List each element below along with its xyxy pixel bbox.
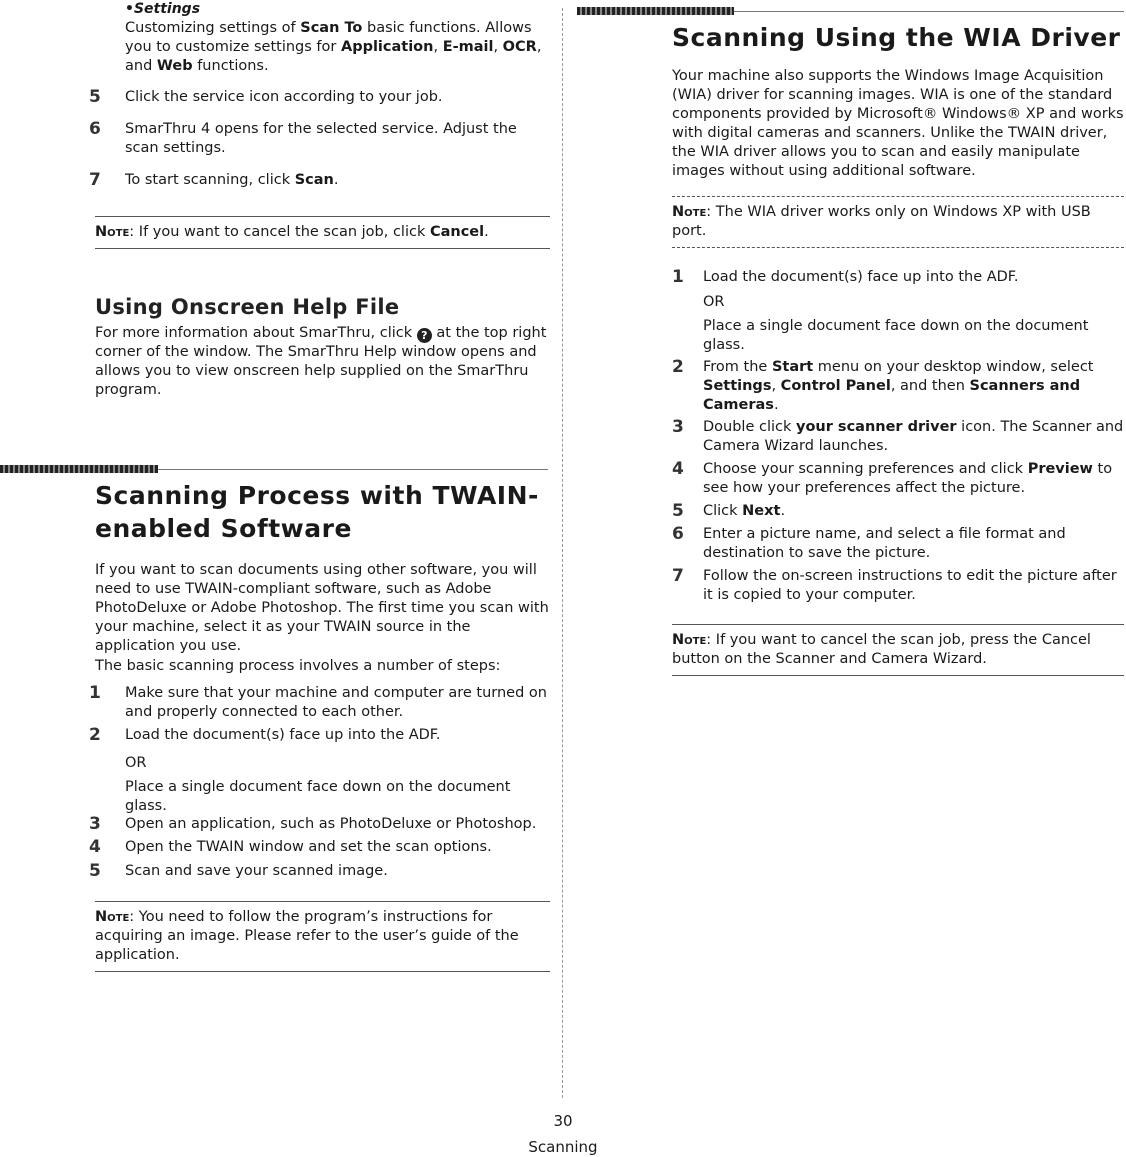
list-item: 1 Load the document(s) face up into the ADF. OR Place a single document face down on the document glass.: [672, 267, 1089, 353]
section-rule: [158, 469, 548, 470]
twain-section: [95, 479, 550, 545]
settings-text: Customizing settings of Scan To basic functions. Allows you to customize settings for Application, E-mail, OCR, and Web functions.: [125, 20, 542, 74]
wia-heading: Scanning Using the WIA Driver: [672, 23, 1121, 52]
list-item: 7 Follow the on-screen instructions to edit the picture after it is copied to your computer.: [672, 566, 1117, 603]
note-cancel: Note: If you want to cancel the scan job, click Cancel.: [95, 216, 550, 249]
twain-basic: The basic scanning process involves a number of steps:: [95, 658, 501, 674]
wia-section: [672, 21, 1124, 54]
help-text: For more information about SmarThru, click ? at the top right corner of the window. The SmarThru Help window opens and allows you to view onscreen help supplied on the SmarThru program.: [95, 325, 547, 398]
list-item: 2 From the Start menu on your desktop window, select Settings, Control Panel, and then Scanners and Cameras.: [672, 357, 1094, 413]
list-item: 4 Choose your scanning preferences and click Preview to see how your preferences affect the picture.: [672, 459, 1113, 496]
note-wia-xp: Note: The WIA driver works only on Windows XP with USB port.: [672, 196, 1124, 248]
list-item: 3 Double click your scanner driver icon. The Scanner and Camera Wizard launches.: [672, 417, 1124, 454]
list-item: 2 Load the document(s) face up into the ADF. OR Place a single document face down on the document glass.: [89, 725, 511, 814]
settings-block: [95, 0, 550, 76]
list-item: 3 Open an application, such as PhotoDeluxe or Photoshop.: [89, 814, 537, 834]
note-twain: Note: You need to follow the program’s instructions for acquiring an image. Please refer to the user’s guide of the application.: [95, 901, 550, 972]
twain-intro: If you want to scan documents using other software, you will need to use TWAIN-compliant software, such as Adobe PhotoDeluxe or Adobe Photoshop. The first time you scan with your machine, select it as your TWAIN source in the application you use.: [95, 562, 549, 654]
list-item: 4 Open the TWAIN window and set the scan options.: [89, 837, 492, 857]
wia-intro: Your machine also supports the Windows Image Acquisition (WIA) driver for scanning images. WIA is one of the standard components provided by Microsoft® Windows® XP and works with digital cameras and scanners. Unlike the TWAIN driver, the WIA driver allows you to scan and easily manipulate images without using additional software.: [672, 68, 1124, 179]
list-item: 1 Make sure that your machine and computer are turned on and properly connected to each other.: [89, 683, 547, 720]
settings-heading: •Settings: [125, 1, 201, 17]
footer-section: Scanning: [528, 1138, 598, 1156]
note-wia-cancel: Note: If you want to cancel the scan job, press the Cancel button on the Scanner and Camera Wizard.: [672, 624, 1124, 676]
list-item: 5 Click Next.: [672, 501, 786, 521]
help-section: [95, 295, 550, 400]
twain-heading: Scanning Process with TWAIN-enabled Software: [95, 481, 539, 543]
page-number: 30: [553, 1112, 573, 1130]
section-bar: [0, 465, 158, 473]
list-item: 5 Scan and save your scanned image.: [89, 861, 388, 881]
list-item: 7 To start scanning, click Scan.: [89, 170, 339, 190]
help-icon: ?: [417, 328, 432, 343]
help-heading: Using Onscreen Help File: [95, 295, 400, 319]
list-item: 5 Click the service icon according to your job.: [89, 87, 443, 107]
section-bar: [577, 7, 734, 15]
list-item: 6 SmarThru 4 opens for the selected service. Adjust the scan settings.: [89, 119, 517, 156]
column-divider: [562, 8, 563, 1098]
section-rule: [734, 11, 1124, 12]
list-item: 6 Enter a picture name, and select a file format and destination to save the picture.: [672, 524, 1066, 561]
